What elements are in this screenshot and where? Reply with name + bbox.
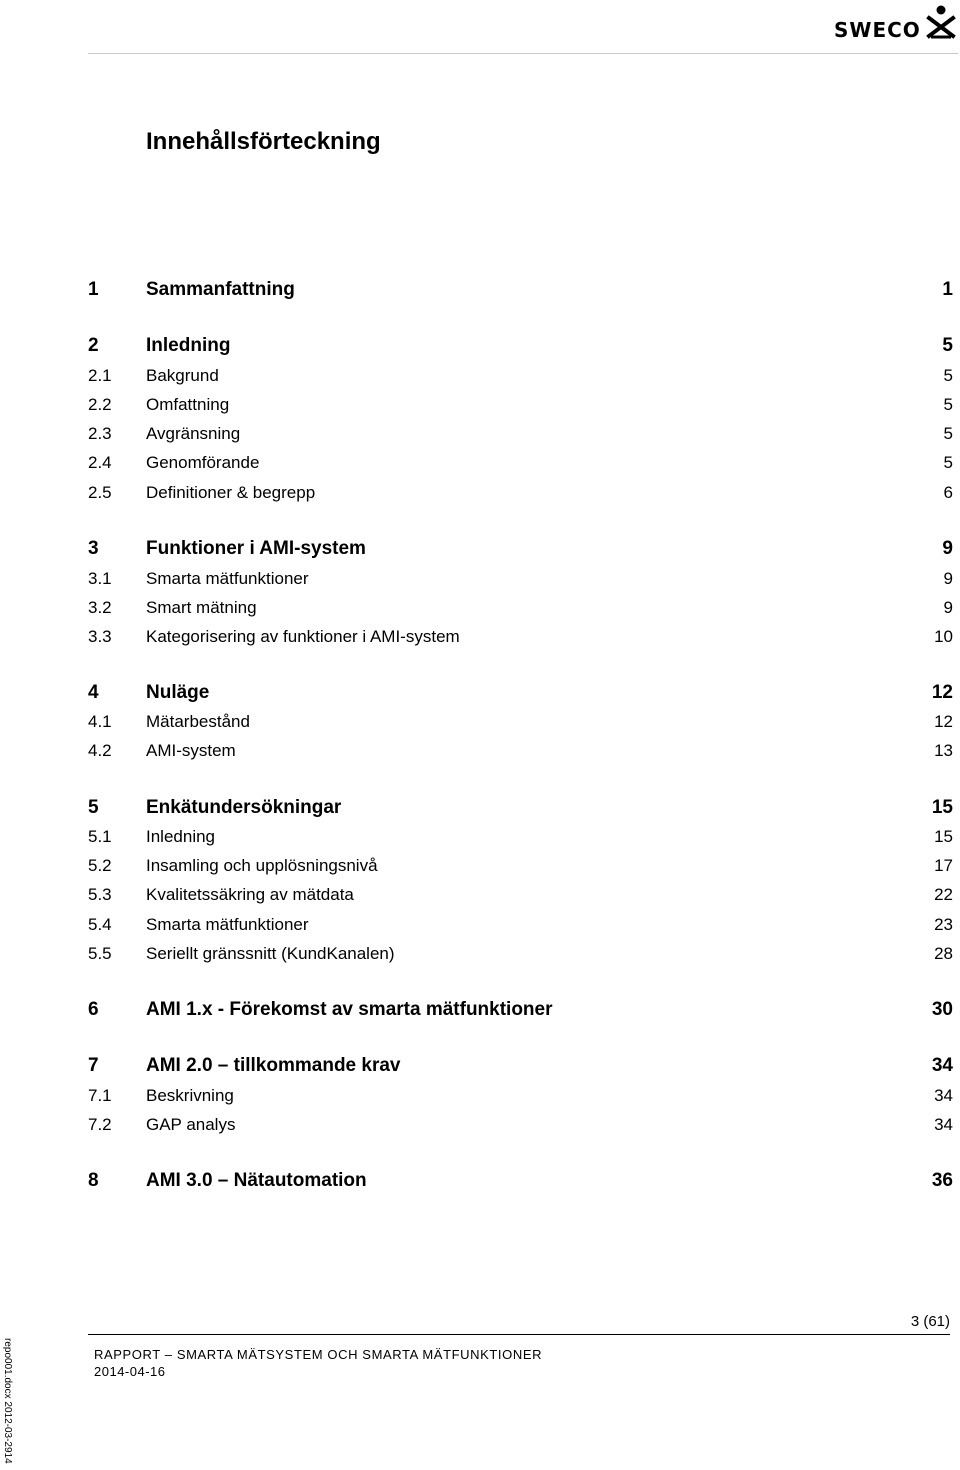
footer-rule: [88, 1334, 950, 1335]
toc-entry-number: 5.3: [88, 885, 112, 904]
toc-entry-page: 12: [931, 682, 953, 703]
toc-entry[interactable]: [0, 680, 960, 706]
toc-entry-title: Smart mätning: [146, 598, 257, 617]
logo-text: SWECO: [834, 18, 921, 42]
toc-entry-page: 15: [931, 797, 953, 818]
toc-entry-page: 28: [934, 944, 953, 963]
toc-entry-number: 6: [88, 999, 99, 1020]
toc-entry[interactable]: [0, 364, 960, 390]
toc-entry-title: Mätarbestånd: [146, 712, 250, 731]
toc-entry-number: 2.4: [88, 453, 112, 472]
footer-report-title: RAPPORT – SMARTA MÄTSYSTEM OCH SMARTA MÄTFUNKTIONER: [94, 1347, 543, 1362]
page-count: 3 (61): [910, 1313, 950, 1330]
toc-entry-page: 15: [934, 827, 953, 846]
toc-entry-page: 5: [942, 335, 953, 356]
toc-entry-page: 1: [942, 279, 953, 300]
toc-entry-title: Definitioner & begrepp: [146, 483, 316, 502]
toc-entry[interactable]: [0, 854, 960, 880]
toc-entry[interactable]: [0, 795, 960, 821]
toc-entry-page: 9: [943, 569, 953, 588]
toc-entry-title: Inledning: [146, 827, 216, 846]
toc-entry-title: Funktioner i AMI-system: [146, 538, 366, 559]
toc-entry-number: 3.3: [88, 627, 112, 646]
side-code-text: repo001.docx 2012-03-2914: [2, 1338, 13, 1464]
toc-entry-number: 4.1: [88, 712, 112, 731]
toc-entry-title: Kvalitetssäkring av mätdata: [146, 885, 354, 904]
toc-entry-page: 12: [934, 712, 953, 731]
toc-entry[interactable]: [0, 825, 960, 851]
toc-entry-page: 30: [931, 999, 953, 1020]
toc-entry[interactable]: [0, 1053, 960, 1079]
toc-entry-number: 2.2: [88, 395, 112, 414]
toc-entry-title: AMI-system: [146, 741, 236, 760]
toc-entry-number: 5.4: [88, 915, 112, 934]
toc-entry[interactable]: [0, 883, 960, 909]
toc-entry[interactable]: [0, 422, 960, 448]
toc-entry[interactable]: [0, 451, 960, 477]
toc-entry-page: 34: [934, 1115, 953, 1134]
toc-entry-number: 1: [88, 279, 99, 300]
toc-entry-title: Insamling och upplösningsnivå: [146, 856, 378, 875]
toc-entry-title: Genomförande: [146, 453, 260, 472]
toc-entry-title: Seriellt gränssnitt (KundKanalen): [146, 944, 395, 963]
toc-entry-title: Omfattning: [146, 395, 230, 414]
toc-entry[interactable]: [0, 536, 960, 562]
toc-entry-page: 13: [934, 741, 953, 760]
toc-entry-page: 34: [931, 1055, 953, 1076]
toc-entry-number: 5.5: [88, 944, 112, 963]
toc-entry-title: AMI 3.0 – Nätautomation: [146, 1170, 367, 1191]
toc-entry-number: 3.1: [88, 569, 112, 588]
toc-entry-page: 5: [943, 395, 953, 414]
toc-entry[interactable]: [0, 913, 960, 939]
toc-entry-title: GAP analys: [146, 1115, 236, 1134]
toc-entry-page: 17: [934, 856, 953, 875]
toc-entry-title: Smarta mätfunktioner: [146, 915, 309, 934]
toc-entry-number: 5.1: [88, 827, 112, 846]
toc-entry-title: Beskrivning: [146, 1086, 234, 1105]
toc-entry[interactable]: [0, 567, 960, 593]
toc-entry-page: 22: [934, 885, 953, 904]
header-rule: [88, 53, 958, 54]
toc-entry-title: AMI 2.0 – tillkommande krav: [146, 1055, 401, 1076]
toc-entry-title: Nuläge: [146, 682, 210, 703]
toc-entry-number: 3: [88, 538, 99, 559]
sweco-logo: [834, 4, 958, 40]
toc-entry-number: 4: [88, 682, 99, 703]
toc-entry[interactable]: [0, 333, 960, 359]
toc-entry[interactable]: [0, 393, 960, 419]
side-document-code: [1, 1338, 13, 1466]
toc-entry[interactable]: [0, 997, 960, 1023]
toc-entry-title: Sammanfattning: [146, 279, 295, 300]
toc-entry-title: Avgränsning: [146, 424, 241, 443]
footer-date: 2014-04-16: [94, 1364, 166, 1379]
toc-entry-page: 34: [934, 1086, 953, 1105]
toc-entry-number: 3.2: [88, 598, 112, 617]
toc-entry-page: 9: [943, 598, 953, 617]
toc-entry-number: 4.2: [88, 741, 112, 760]
toc-entry-number: 2.3: [88, 424, 112, 443]
toc-entry[interactable]: [0, 1084, 960, 1110]
toc-entry-page: 9: [942, 538, 953, 559]
toc-entry-number: 8: [88, 1170, 99, 1191]
toc-entry-title: Inledning: [146, 335, 231, 356]
toc-entry-page: 10: [934, 627, 953, 646]
toc-entry[interactable]: [0, 739, 960, 765]
toc-entry-page: 5: [943, 453, 953, 472]
toc-entry[interactable]: [0, 1168, 960, 1194]
sweco-figure-icon: [926, 4, 956, 40]
toc-entry-page: 5: [943, 366, 953, 385]
toc-entry[interactable]: [0, 1113, 960, 1139]
toc-entry-number: 2.1: [88, 366, 112, 385]
toc-entry-number: 7: [88, 1055, 99, 1076]
toc-entry-title: Kategorisering av funktioner i AMI-system: [146, 627, 460, 646]
toc-entry-title: Bakgrund: [146, 366, 219, 385]
toc-entry-page: 23: [934, 915, 953, 934]
toc-entry-number: 5.2: [88, 856, 112, 875]
toc-entry-number: 2: [88, 335, 99, 356]
toc-entry-page: 5: [943, 424, 953, 443]
toc-entry-title: Enkätundersökningar: [146, 797, 342, 818]
toc-entry[interactable]: [0, 942, 960, 968]
toc-title: Innehållsförteckning: [146, 128, 381, 155]
toc-entry[interactable]: [0, 710, 960, 736]
toc-entry-number: 5: [88, 797, 99, 818]
toc-entry-title: Smarta mätfunktioner: [146, 569, 309, 588]
toc-entry-number: 7.2: [88, 1115, 112, 1134]
toc-entry[interactable]: [0, 481, 960, 507]
toc-entry-page: 6: [943, 483, 953, 502]
toc-entry[interactable]: [0, 596, 960, 622]
toc-entry[interactable]: [0, 277, 960, 303]
toc-entry-page: 36: [931, 1170, 953, 1191]
toc-entry-number: 2.5: [88, 483, 112, 502]
toc-entry-number: 7.1: [88, 1086, 112, 1105]
toc-entry[interactable]: [0, 625, 960, 651]
toc-entry-title: AMI 1.x - Förekomst av smarta mätfunktioner: [146, 999, 553, 1020]
